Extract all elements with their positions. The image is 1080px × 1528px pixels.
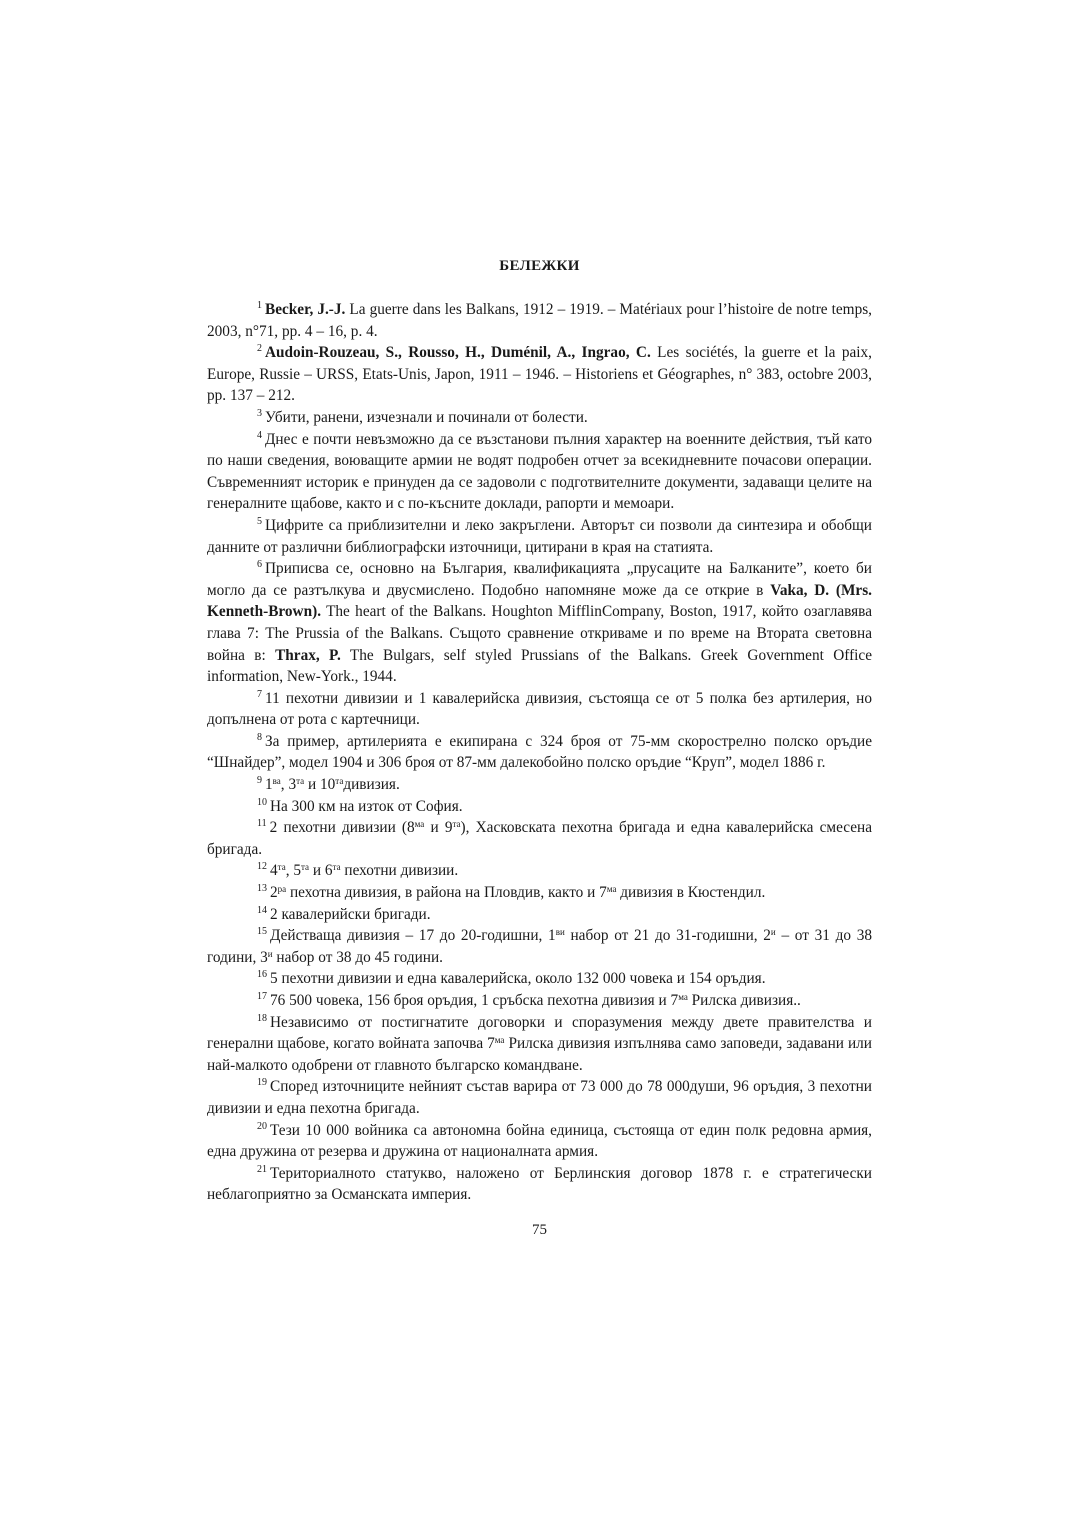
endnote-5 [207,515,872,558]
note-number: 7 [257,688,262,700]
endnote-21 [207,1163,872,1206]
note-number: 18 [257,1012,267,1024]
note-text: The heart of the Balkans. Houghton MifflinCompany, Boston, 1917, който озаглавява глава 7: The Prussia of the Balkans. Същото сравнение откриваме и по време на Втората световна война в: [207,603,872,664]
endnote-8 [207,731,872,774]
ordinal-suffix: и [770,927,776,938]
endnote-7 [207,688,872,731]
ordinal-suffix: ви [555,927,565,938]
note-text: 2 кавалерийски бригади. [270,905,431,923]
note-number: 16 [257,969,267,981]
note-text: За пример, артилерията е екипирана с 324 броя от 75-мм скорострелно полско оръдие “Шнайдер”, модел 1904 и 306 броя от 87-мм далекобойно полско оръдие “Круп”, модел 1886 г. [207,732,872,772]
endnote-15 [207,925,872,968]
endnote-19 [207,1076,872,1119]
endnote-2 [207,342,872,407]
endnote-9 [207,774,872,796]
note-text: Les sociétés, la guerre et la paix, Europe, Russie – URSS, Etats-Unis, Japon, 1911 – 1946. – Historiens et Géographes, n° 383, octobre 2003, pp. 137 – 212. [207,344,872,405]
ordinal-suffix: ма [414,819,425,830]
note-number: 10 [257,796,267,808]
note-text: Рилска дивизия.. [687,992,801,1009]
note-text: дивизия в Кюстендил. [616,884,766,902]
note-text: 11 пехотни дивизии и 1 кавалерийска дивизия, състояща се от 5 полка без артилерия, но допълнена от рота с картечници. [207,689,872,729]
ordinal-suffix: та [296,776,305,787]
endnote-17 [207,990,872,1012]
note-text: пехотни дивизии. [340,862,459,880]
note-number: 3 [257,407,262,419]
endnote-20 [207,1120,872,1163]
note-text: Териториалното статукво, наложено от Берлинския договор 1878 г. е стратегически неблагоприятно за Османската империя. [207,1164,872,1204]
ordinal-suffix: ма [606,884,617,895]
note-number: 11 [257,818,267,830]
note-author: Audoin-Rouzeau, S., Rousso, H., Duménil, A., Ingrao, C. [265,344,651,362]
note-text: 76 500 човека, 156 броя оръдия, 1 сръбска пехотна дивизия и 7 [270,992,679,1009]
note-text: На 300 км на изток от София. [270,797,463,815]
note-text: и 6 [309,862,333,880]
note-text: Днес е почти невъзможно да се възстанови пълния характер на военните действия, тъй като по наши сведения, воюващите армии не водят подробен отчет за всекидневните почасови операции. Съвременният историк е принуден да се задоволи с подготвителните документи, задаващи целите на генералните щабове, както и с по-късните доклади, рапорти и мемоари. [207,430,872,513]
document-page [207,258,872,1239]
note-text: и 10 [304,776,336,794]
note-text: 2 [270,884,278,902]
note-text: Цифрите са приблизителни и леко закръглени. Авторът си позволи да синтезира и обобщи данните от различни библиографски източници, цитирани в края на статията. [207,516,872,556]
note-text: – от 31 до 38 години, 3 [207,927,873,966]
note-text: Според източниците нейният състав варира от 73 000 до 78 000души, 96 оръдия, 3 пехотни дивизии и една пехотна бригада. [207,1078,872,1117]
endnote-16 [207,968,872,990]
note-text: La guerre dans les Balkans, 1912 – 1919. – Matériaux pour l’histoire de notre temps, 2003, n°71, pp. 4 – 16, p. 4. [207,301,872,340]
endnote-4 [207,429,872,515]
note-text: набор от 21 до 31-годишни, 2 [564,927,771,945]
note-number: 17 [257,991,267,1002]
note-text: 5 пехотни дивизии и една кавалерийска, около 132 000 човека и 154 оръдия. [270,970,766,988]
note-number: 5 [257,515,262,527]
endnote-14 [207,904,872,926]
endnote-13 [207,882,872,904]
note-author: Becker, J.-J. [265,301,346,318]
endnote-6 [207,558,872,688]
page-number: 75 [532,1221,547,1238]
note-number: 21 [257,1163,267,1175]
note-number: 6 [257,559,262,571]
note-text: 4 [270,862,278,880]
note-number: 2 [257,343,262,355]
ordinal-suffix: та [335,776,344,787]
endnote-18 [207,1012,872,1077]
note-number: 15 [257,926,267,938]
endnote-1 [207,299,872,342]
endnotes-list [207,299,872,1206]
note-text: 2 пехотни дивизии (8 [269,819,415,837]
ordinal-suffix: та [277,862,286,873]
ordinal-suffix: и [267,948,273,959]
page-title: БЕЛЕЖКИ [499,258,580,274]
note-number: 20 [257,1120,267,1132]
endnote-12 [207,860,872,882]
ordinal-suffix: та [452,819,461,830]
note-number: 9 [257,775,262,787]
ordinal-suffix: ма [678,992,688,1002]
note-text: Тези 10 000 войника са автономна бойна единица, състояща от един полк редовна армия, една дружина от резерва и дружина от националната армия. [207,1121,872,1161]
ordinal-suffix: ма [494,1035,505,1046]
note-text: , 3 [280,776,297,794]
endnote-10 [207,796,872,818]
note-text: The Bulgars, self styled Prussians of the Balkans. Greek Government Office information, New-York., 1944. [207,646,872,686]
note-number: 8 [257,731,262,743]
note-text: дивизия. [343,776,400,794]
ordinal-suffix: ва [272,776,281,787]
note-number: 4 [257,429,262,441]
note-number: 12 [257,861,267,873]
note-text: Убити, ранени, изчезнали и починали от болести. [265,408,588,426]
note-number: 13 [257,883,267,895]
note-text: пехотна дивизия, в района на Пловдив, както и 7 [286,884,607,902]
note-text: , 5 [285,862,301,880]
note-text: 1 [265,776,273,794]
note-text: Рилска дивизия изпълнява само заповеди, задавани или най-малкото одобрени от главното българско командване. [207,1035,872,1074]
note-text: и 9 [424,819,453,837]
note-number: 19 [257,1077,267,1089]
note-number: 14 [257,904,267,916]
note-text: Действаща дивизия – 17 до 20-годишни, 1 [270,927,556,945]
ordinal-suffix: та [332,862,341,873]
note-author: Thrax, P. [275,646,341,664]
note-text: Приписва се, основно на България, квалификацията „прусаците на Балканите”, което би могло да се разтълкува и двусмислено. Подобно напомняне може да се открие в [207,560,872,599]
note-author: Vaka, D. (Mrs. Kenneth-Brown). [207,581,872,621]
ordinal-suffix: та [301,862,310,873]
ordinal-suffix: ра [277,884,287,895]
note-text: набор от 38 до 45 години. [272,948,444,966]
endnote-3 [207,407,872,429]
note-text: Независимо от постигнатите договорки и споразумения между двете правителства и генерални щабове, когато войната започва 7 [207,1013,872,1053]
note-text: ), Хасковската пехотна бригада и една кавалерийска смесена бригада. [207,819,872,858]
endnote-11 [207,817,872,860]
note-number: 1 [257,300,262,311]
